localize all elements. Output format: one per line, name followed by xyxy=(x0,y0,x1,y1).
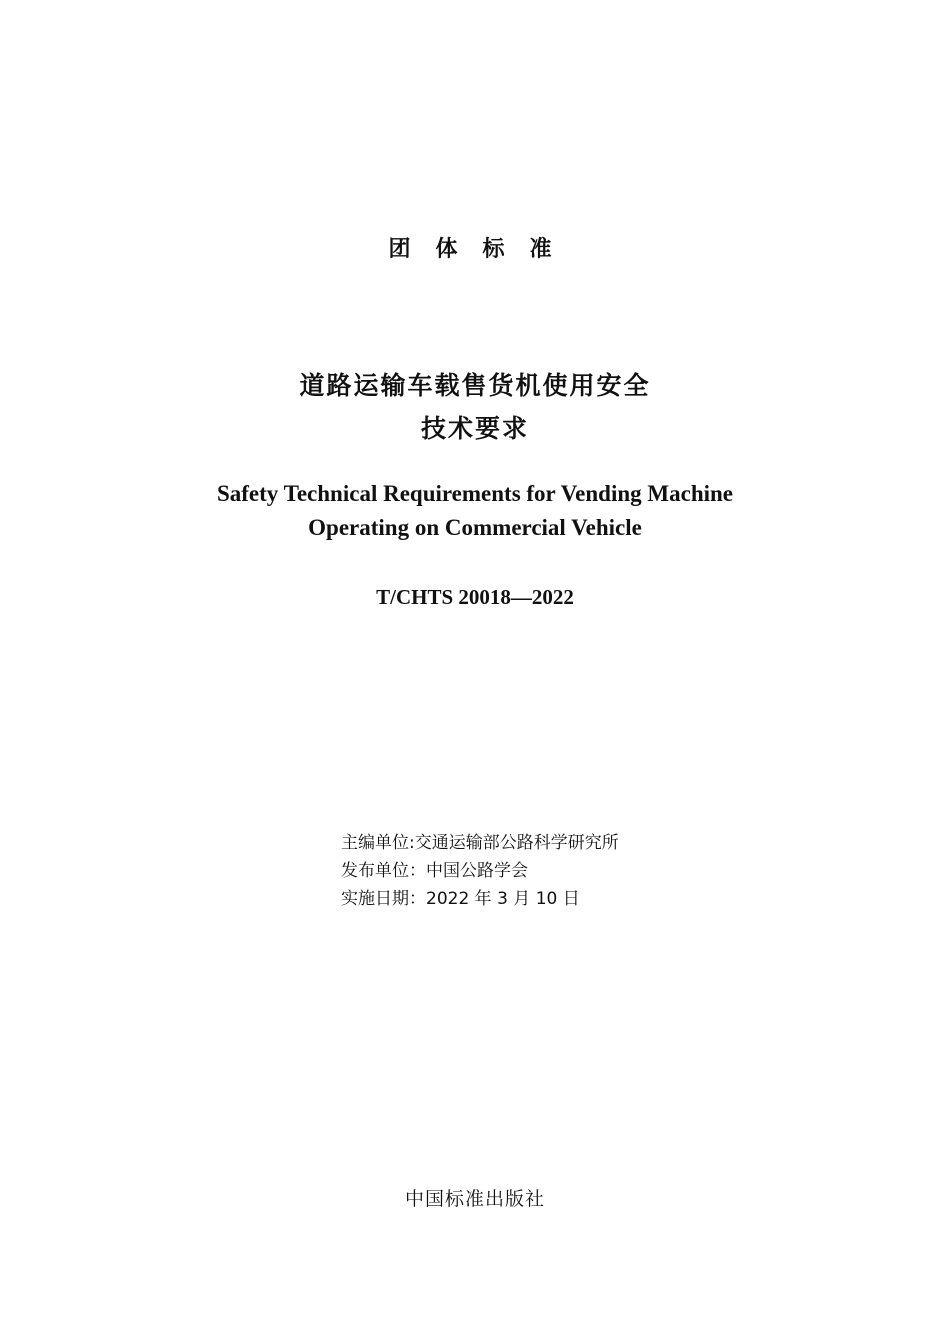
drafting-organization: 主编单位:交通运输部公路科学研究所 xyxy=(341,833,619,853)
issuing-organization: 发布单位：中国公路学会 xyxy=(341,861,528,881)
english-title-line-2: Operating on Commercial Vehicle xyxy=(308,515,642,540)
publisher-name: 中国标准出版社 xyxy=(404,1188,545,1210)
effective-date: 实施日期：2022 年 3 月 10 日 xyxy=(341,889,580,909)
english-title-line-1: Safety Technical Requirements for Vending Machine xyxy=(216,481,734,506)
standard-category: 团体标准 xyxy=(388,237,577,262)
chinese-title-line-1: 道路运输车载售货机使用安全 xyxy=(299,371,651,400)
standard-code: T/CHTS 20018—2022 xyxy=(376,585,574,609)
chinese-title-line-2: 技术要求 xyxy=(420,414,529,443)
